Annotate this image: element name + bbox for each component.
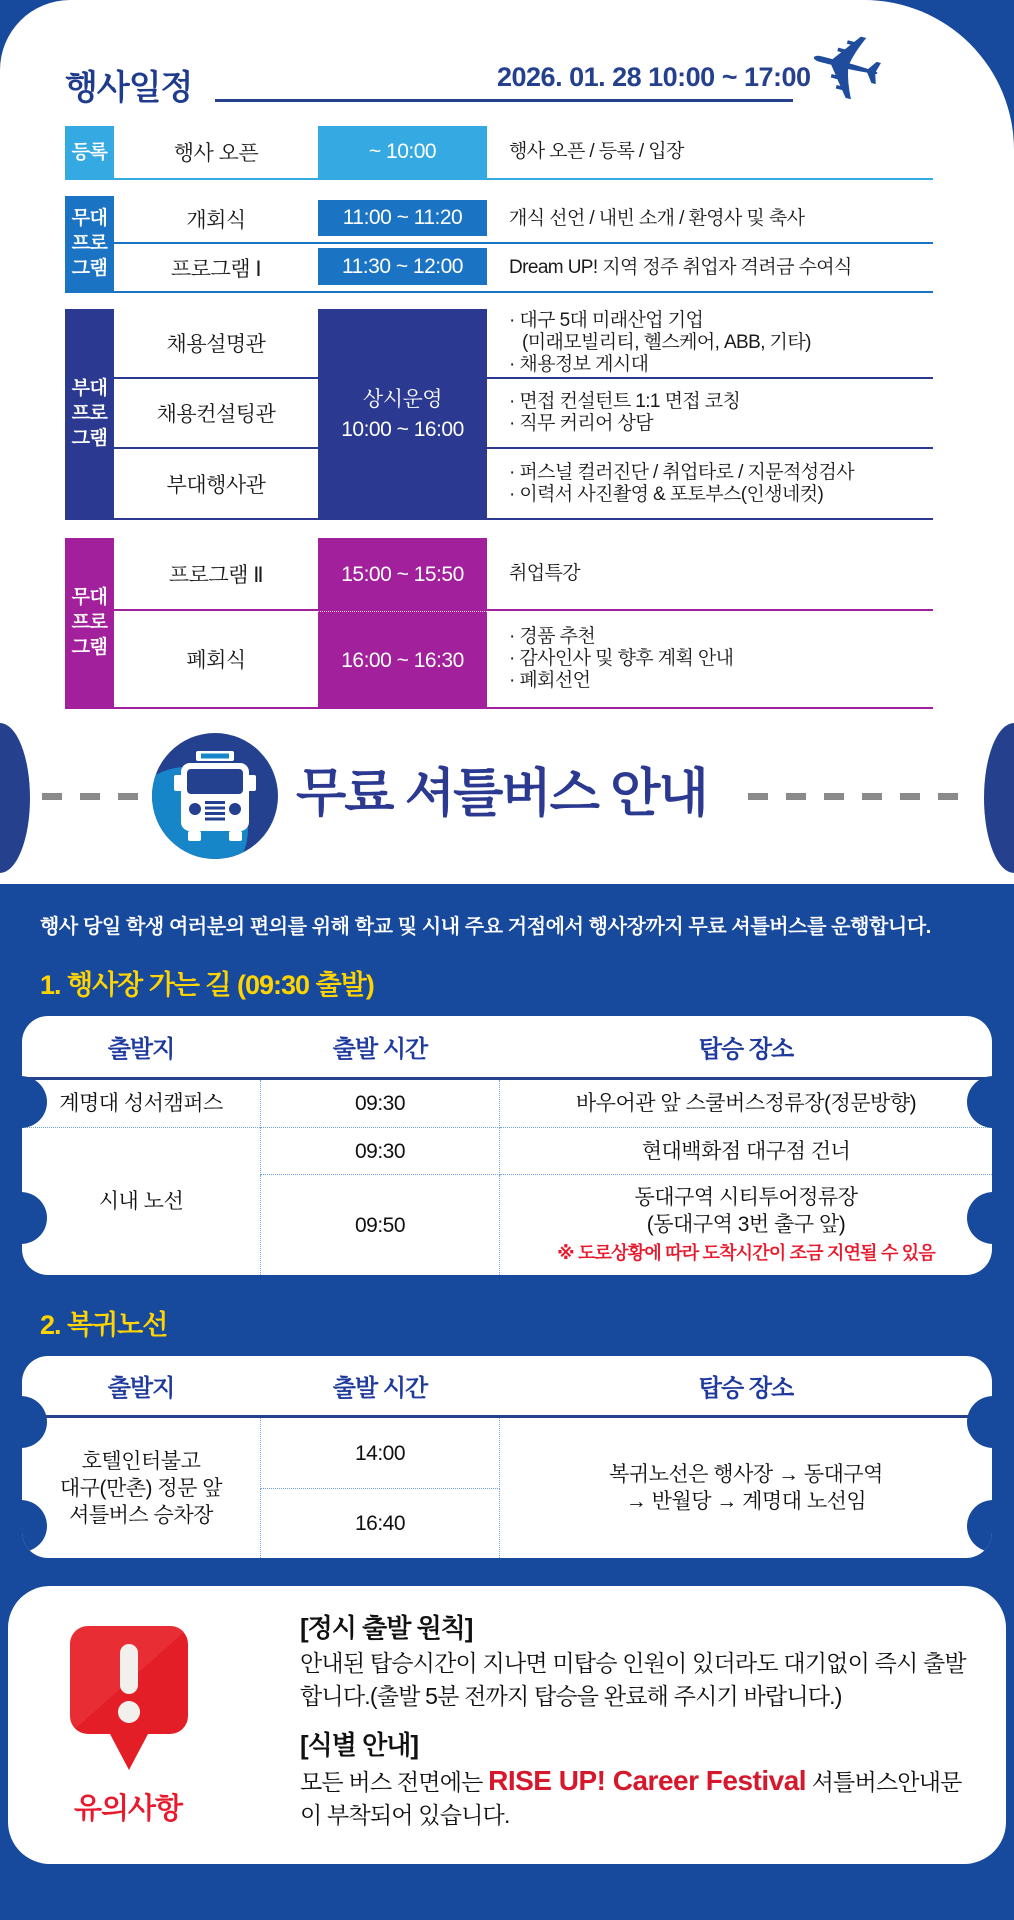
program-name: 프로그램 Ⅱ — [114, 538, 318, 611]
notice-heading-2: [식별 안내] — [300, 1730, 419, 1760]
group-category-badge: 무대 프로 그램 — [65, 196, 114, 293]
time-chip-cell — [318, 126, 487, 180]
notice-heading-1: [정시 출발 원칙] — [300, 1613, 473, 1643]
origin-cell: 계명대 성서캠퍼스 — [22, 1080, 260, 1128]
schedule-group-stage-am — [65, 196, 933, 293]
time-cell: 16:40 — [260, 1489, 500, 1558]
delay-note: ※ 도로상황에 따라 도착시간이 조금 지연될 수 있음 — [557, 1242, 935, 1263]
notice-label: 유의사항 — [73, 1793, 183, 1825]
time-chip: ~ 10:00 — [318, 126, 487, 178]
program-name: 행사 오픈 — [114, 126, 318, 180]
time-chip: 상시운영 10:00 ~ 16:00 — [318, 309, 487, 520]
schedule-group-side — [65, 309, 933, 520]
airplane-icon: ✈ — [795, 9, 896, 127]
program-desc: 개식 선언 / 내빈 소개 / 환영사 및 축사 — [487, 196, 933, 244]
program-name: 부대행사관 — [114, 449, 318, 520]
time-chip: 11:30 ~ 12:00 — [318, 248, 487, 285]
origin-cell: 호텔인터불고 대구(만촌) 정문 앞 셔틀버스 승차장 — [59, 1449, 223, 1527]
schedule-table — [65, 126, 933, 709]
group-category-badge: 무대 프로 그램 — [65, 538, 114, 709]
program-desc: · 경품 추천 · 감사인사 및 향후 계획 안내 · 폐회선언 — [487, 611, 933, 709]
program-name: 폐회식 — [114, 611, 318, 709]
origin-cell: 시내 노선 — [98, 1190, 184, 1213]
dashed-line-left — [42, 793, 146, 800]
shuttle-banner — [0, 709, 1014, 884]
time-cell: 14:00 — [260, 1418, 500, 1489]
program-name: 채용설명관 — [114, 309, 318, 379]
header-underline — [215, 99, 793, 102]
left-edge-ellipse — [0, 723, 30, 873]
program-name: 개회식 — [114, 196, 318, 244]
notice-card — [8, 1586, 1006, 1864]
right-edge-ellipse — [984, 723, 1014, 873]
schedule-section-title: 행사일정 — [65, 69, 193, 107]
schedule-group-stage-pm — [65, 538, 933, 709]
program-desc: · 퍼스널 컬러진단 / 취업타로 / 지문적성검사 · 이력서 사진촬영 & 포토부스(인생네컷) — [487, 449, 933, 520]
notice-text-block — [300, 1608, 980, 1832]
program-desc: · 면접 컨설턴트 1:1 면접 코칭 · 직무 커리어 상담 — [487, 379, 933, 449]
program-desc: 행사 오픈 / 등록 / 입장 — [487, 126, 933, 180]
return-table — [22, 1356, 992, 1558]
section1-heading: 1. 행사장 가는 길 (09:30 출발) — [40, 970, 374, 1000]
bus-icon — [152, 733, 278, 859]
col-header-time: 출발 시간 — [260, 1016, 500, 1080]
time-cell: 09:50 — [260, 1175, 500, 1275]
group-category-badge: 부대 프로 그램 — [65, 309, 114, 520]
notice-body-2: 모든 버스 전면에는 RISE UP! Career Festival 셔틀버스안내문이 부착되어 있습니다. — [300, 1765, 962, 1828]
program-desc: · 대구 5대 미래산업 기업 (미래모빌리티, 헬스케어, ABB, 기타) · 채용정보 게시대 — [487, 309, 933, 379]
schedule-header — [65, 9, 950, 127]
dashed-line-right — [748, 793, 976, 800]
col-header-time: 출발 시간 — [260, 1356, 500, 1418]
place-cell: 현대백화점 대구점 건너 — [500, 1128, 992, 1175]
time-chip: 11:00 ~ 11:20 — [318, 200, 487, 236]
col-header-origin: 출발지 — [22, 1016, 260, 1080]
col-header-origin: 출발지 — [22, 1356, 260, 1418]
shuttle-banner-title: 무료 셔틀버스 안내 — [296, 765, 707, 823]
time-cell: 09:30 — [260, 1128, 500, 1175]
time-cell: 09:30 — [260, 1080, 500, 1128]
exclamation-icon — [66, 1622, 192, 1783]
place-cell: 바우어관 앞 스쿨버스정류장(정문방향) — [500, 1080, 992, 1128]
shuttle-intro: 행사 당일 학생 여러분의 편의를 위해 학교 및 시내 주요 거점에서 행사장까지 무료 셔틀버스를 운행합니다. — [40, 916, 931, 938]
outbound-table — [22, 1016, 992, 1275]
festival-name-highlight: RISE UP! Career Festival — [488, 1765, 807, 1796]
col-header-place: 탑승 장소 — [500, 1016, 992, 1080]
program-desc: 취업특강 — [487, 538, 933, 611]
program-name: 프로그램 Ⅰ — [114, 244, 318, 293]
time-chip: 15:00 ~ 15:50 16:00 ~ 16:30 — [318, 538, 487, 709]
program-name: 채용컨설팅관 — [114, 379, 318, 449]
route-cell: 복귀노선은 행사장 → 동대구역 → 반월당 → 계명대 노선임 — [609, 1463, 883, 1513]
schedule-group-registration — [65, 126, 933, 180]
time-chip-cell — [318, 196, 487, 244]
section2-heading: 2. 복귀노선 — [40, 1310, 168, 1340]
program-desc: Dream UP! 지역 정주 취업자 격려금 수여식 — [487, 244, 933, 293]
col-header-place: 탑승 장소 — [500, 1356, 992, 1418]
schedule-card — [0, 0, 1014, 884]
group-category-badge: 등록 — [65, 126, 114, 180]
event-date: 2026. 01. 28 10:00 ~ 17:00 — [497, 62, 811, 92]
notice-body-1: 안내된 탑승시간이 지나면 미탑승 인원이 있더라도 대기없이 즉시 출발합니다.(출발 5분 전까지 탑승을 완료해 주시기 바랍니다.) — [300, 1650, 966, 1709]
time-chip-cell — [318, 244, 487, 293]
place-cell: 동대구역 시티투어정류장 (동대구역 3번 출구 앞) ※ 도로상황에 따라 도착시간이 조금 지연될 수 있음 — [500, 1175, 992, 1275]
